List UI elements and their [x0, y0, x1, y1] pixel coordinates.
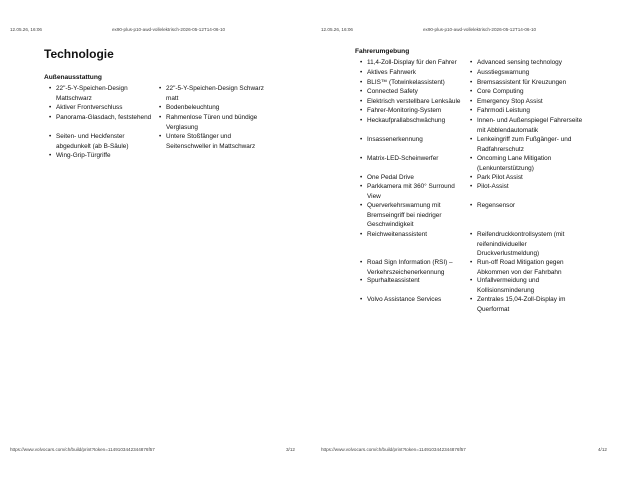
- header-title: ex90-plus-p10-awd-vollelektrisch-2026-05-12T14-06-10: [423, 27, 537, 32]
- feature-item: • Rahmenlose Türen und bündige Verglasung: [159, 114, 258, 131]
- feature-item: • Pilot-Assist: [470, 183, 509, 190]
- feature-item: • Unfallvermeidung und Kollisionsminderung: [470, 277, 540, 294]
- feature-item: • Fahrer-Monitoring-System: [360, 107, 442, 114]
- feature-item: • Lenkeingriff zum Fußgänger- und Radfahrerschutz: [470, 136, 572, 153]
- footer-url: https://www.volvocars.com/ch/build/print?token=1149103442344876f57: [10, 447, 155, 452]
- feature-item: • Elektrisch verstellbare Lenksäule: [360, 98, 461, 105]
- header-date: 12.05.26, 16:06: [10, 27, 42, 32]
- feature-item: • Heckaufprallabschwächung: [360, 117, 446, 124]
- feature-item: • BLIS™ (Totwinkelassistent): [360, 79, 445, 86]
- footer-page-number: 3/12: [286, 447, 295, 452]
- footer-url: https://www.volvocars.com/ch/build/print?token=1149103442344876f57: [321, 447, 466, 452]
- feature-item: • Bodenbeleuchtung: [159, 104, 220, 111]
- feature-item: • Innen- und Außenspiegel Fahrerseite mit Abblendautomatik: [470, 117, 583, 134]
- feature-item: • Seiten- und Heckfenster abgedunkelt (ab B-Säule): [49, 133, 129, 150]
- feature-item: • Core Computing: [470, 88, 524, 95]
- feature-item: • Park Pilot Assist: [470, 174, 523, 181]
- section-heading-driver-environment: Fahrerumgebung: [355, 48, 410, 55]
- feature-item: • Fahrmodi Leistung: [470, 107, 530, 114]
- feature-item: • Querverkehrswarnung mit Bremseingriff bei niedriger Geschwindigkeit: [360, 202, 442, 229]
- section-heading-exterior: Außenausstattung: [44, 74, 102, 81]
- feature-item: • Spurhalteassistent: [360, 277, 420, 284]
- feature-item: • Reichweitenassistent: [360, 231, 428, 238]
- feature-item: • Ausstiegswarnung: [470, 69, 530, 76]
- header-title: ex90-plus-p10-awd-vollelektrisch-2026-05-12T14-06-10: [112, 27, 226, 32]
- feature-item: • Aktiver Frontverschluss: [49, 104, 123, 111]
- feature-item: • Reifendruckkontrollsystem (mit reifenindividueller Druckverlustmeldung): [470, 231, 565, 258]
- header-date: 12.05.26, 16:06: [321, 27, 353, 32]
- feature-item: • Matrix-LED-Scheinwerfer: [360, 155, 439, 162]
- footer-page-number: 4/12: [598, 447, 607, 452]
- feature-item: • Parkkamera mit 360° Surround View: [360, 183, 455, 200]
- feature-item: • Panorama-Glasdach, feststehend: [49, 114, 152, 121]
- feature-item: • Wing-Grip-Türgriffe: [49, 152, 111, 159]
- feature-item: • Untere Stoßfänger und Seitenschweller in Mattschwarz: [159, 133, 256, 150]
- feature-item: • Oncoming Lane Mitigation (Lenkunterstützung): [470, 155, 552, 172]
- feature-item: • Aktives Fahrwerk: [360, 69, 417, 76]
- feature-item: • 22"-5-Y-Speichen-Design Schwarz matt: [159, 85, 264, 102]
- feature-item: • Road Sign Information (RSI) – Verkehrszeichenerkennung: [360, 259, 453, 276]
- feature-item: • Emergency Stop Assist: [470, 98, 543, 105]
- feature-item: • 22"-5-Y-Speichen-Design Mattschwarz: [49, 85, 128, 102]
- feature-item: • Connected Safety: [360, 88, 418, 95]
- feature-item: • Bremsassistent für Kreuzungen: [470, 79, 567, 86]
- feature-item: • Run-off Road Mitigation gegen Abkommen von der Fahrbahn: [470, 259, 564, 276]
- page-title: Technologie: [44, 47, 114, 61]
- feature-item: • Regensensor: [470, 202, 516, 209]
- document-page-left: [0, 0, 310, 480]
- feature-item: • Zentrales 15,04-Zoll-Display im Querformat: [470, 296, 566, 313]
- feature-item: • Volvo Assistance Services: [360, 296, 442, 303]
- feature-item: • Advanced sensing technology: [470, 59, 562, 66]
- feature-item: • Insassenerkennung: [360, 136, 423, 143]
- document-page-right: [311, 0, 621, 480]
- feature-item: • One Pedal Drive: [360, 174, 414, 181]
- feature-item: • 11,4-Zoll-Display für den Fahrer: [360, 59, 457, 66]
